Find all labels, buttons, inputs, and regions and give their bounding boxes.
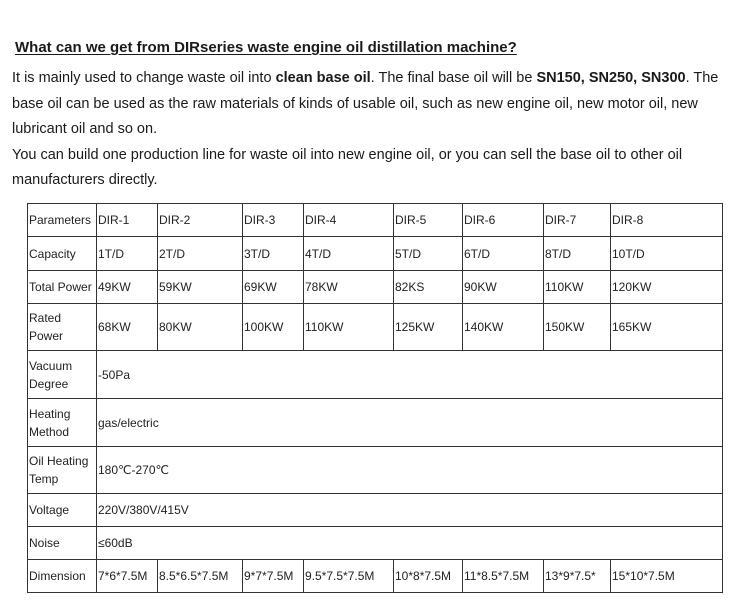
table-cell: 3T/D <box>243 237 304 271</box>
table-row-dimension <box>28 560 723 593</box>
table-cell: Dimension <box>28 560 97 593</box>
table-cell: Noise <box>28 527 97 560</box>
table-cell: 80KW <box>158 304 243 351</box>
table-cell: 125KW <box>394 304 463 351</box>
table-cell: 90KW <box>463 271 544 304</box>
table-cell: 10*8*7.5M <box>394 560 463 593</box>
table-cell: ≤60dB <box>97 527 723 560</box>
table-cell: 6T/D <box>463 237 544 271</box>
table-cell: Rated Power <box>28 304 97 351</box>
table-cell: DIR-7 <box>544 204 611 237</box>
table-cell: 78KW <box>304 271 394 304</box>
table-cell: DIR-5 <box>394 204 463 237</box>
spec-table <box>27 203 723 593</box>
table-row-voltage <box>28 494 723 527</box>
table-cell: Heating Method <box>28 399 97 447</box>
table-cell: 82KS <box>394 271 463 304</box>
table-row-capacity <box>28 237 723 271</box>
table-row-total-power <box>28 271 723 304</box>
table-cell: Voltage <box>28 494 97 527</box>
table-cell: gas/electric <box>97 399 723 447</box>
table-cell: 2T/D <box>158 237 243 271</box>
table-cell: 220V/380V/415V <box>97 494 723 527</box>
table-cell: 100KW <box>243 304 304 351</box>
table-cell: 59KW <box>158 271 243 304</box>
table-cell: 69KW <box>243 271 304 304</box>
table-cell: 4T/D <box>304 237 394 271</box>
table-cell: 10T/D <box>611 237 723 271</box>
table-cell: Parameters <box>28 204 97 237</box>
table-cell: 9.5*7.5*7.5M <box>304 560 394 593</box>
table-cell: DIR-1 <box>97 204 158 237</box>
table-cell: 120KW <box>611 271 723 304</box>
intro-paragraph-2: You can build one production line for waste oil into new engine oil, or you can sell the base oil to other oil manufacturers directly. <box>12 146 683 188</box>
table-cell: 180℃-270℃ <box>97 447 723 494</box>
table-cell: 8.5*6.5*7.5M <box>158 560 243 593</box>
table-cell: DIR-2 <box>158 204 243 237</box>
base-oil-grades-highlight: SN150, SN250, SN300 <box>536 70 686 86</box>
table-cell: DIR-6 <box>463 204 544 237</box>
table-cell: 165KW <box>611 304 723 351</box>
table-cell: 5T/D <box>394 237 463 271</box>
table-cell: -50Pa <box>97 351 723 399</box>
table-cell: 15*10*7.5M <box>611 560 723 593</box>
table-cell: Oil Heating Temp <box>28 447 97 494</box>
table-row-oil-heating-temp <box>28 447 723 494</box>
table-cell: Vacuum Degree <box>28 351 97 399</box>
intro-text <box>12 66 738 194</box>
table-row-heating-method <box>28 399 723 447</box>
table-cell: 11*8.5*7.5M <box>463 560 544 593</box>
table-cell: 1T/D <box>97 237 158 271</box>
table-cell: DIR-3 <box>243 204 304 237</box>
table-cell: 110KW <box>304 304 394 351</box>
table-cell: DIR-4 <box>304 204 394 237</box>
table-cell: 49KW <box>97 271 158 304</box>
table-cell: Total Power <box>28 271 97 304</box>
table-row-vacuum <box>28 351 723 399</box>
table-cell: 7*6*7.5M <box>97 560 158 593</box>
table-row-header <box>28 204 723 237</box>
table-cell: 8T/D <box>544 237 611 271</box>
section-heading: What can we get from DIRseries waste engine oil distillation machine? <box>15 39 517 56</box>
table-cell: 9*7*7.5M <box>243 560 304 593</box>
table-row-rated-power <box>28 304 723 351</box>
table-cell: 140KW <box>463 304 544 351</box>
intro-paragraph-1: It is mainly used to change waste oil into clean base oil. The final base oil will be SN150, SN250, SN300. The base oil can be used as the raw materials of kinds of usable oil, such as new engine oil, new motor oil, new lubricant oil and so on. <box>12 70 719 137</box>
table-cell: 13*9*7.5* <box>544 560 611 593</box>
table-cell: 110KW <box>544 271 611 304</box>
table-cell: 150KW <box>544 304 611 351</box>
table-cell: Capacity <box>28 237 97 271</box>
table-cell: DIR-8 <box>611 204 723 237</box>
table-cell: 68KW <box>97 304 158 351</box>
table-row-noise <box>28 527 723 560</box>
clean-base-oil-highlight: clean base oil <box>275 70 371 86</box>
